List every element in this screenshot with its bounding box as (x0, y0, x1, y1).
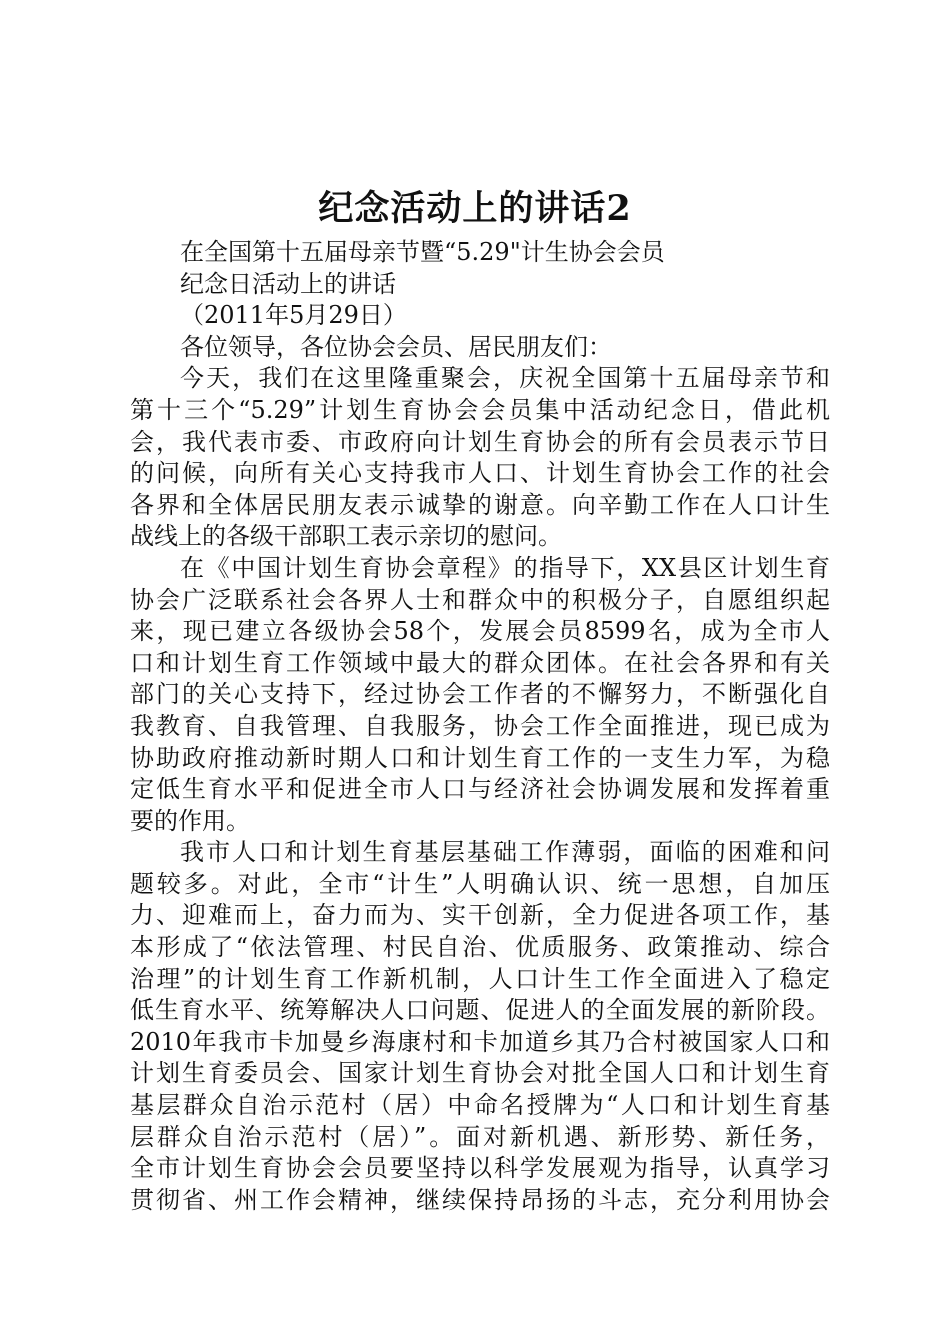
text-line: 本形成了“依法管理、村民自治、优质服务、政策推动、综合 (130, 933, 830, 962)
text-line: 协会广泛联系社会各界人士和群众中的积极分子，自愿组织起 (130, 585, 830, 614)
text-line: 会，我代表市委、市政府向计划生育协会的所有会员表示节日 (130, 427, 830, 456)
text-line: 层群众自治示范村（居）”。面对新机遇、新形势、新任务， (130, 1122, 830, 1151)
text-line: 纪念日活动上的讲话 (180, 269, 396, 298)
text-line: 全市计划生育协会会员要坚持以科学发展观为指导，认真学习 (130, 1154, 830, 1183)
text-line: 各位领导，各位协会会员、居民朋友们： (180, 332, 612, 361)
text-line: 我市人口和计划生育基层基础工作薄弱，面临的困难和问 (180, 838, 830, 867)
text-line: 治理”的计划生育工作新机制，人口计生工作全面进入了稳定 (130, 964, 830, 993)
text-line: 计划生育委员会、国家计划生育协会对批全国人口和计划生育 (130, 1059, 830, 1088)
text-line: 部门的关心支持下，经过协会工作者的不懈努力，不断强化自 (130, 680, 830, 709)
text-line: 今天，我们在这里隆重聚会，庆祝全国第十五届母亲节和 (180, 364, 830, 393)
text-line: 贯彻省、州工作会精神，继续保持昂扬的斗志，充分利用协会 (130, 1185, 830, 1214)
text-line: 力、迎难而上，奋力而为、实干创新，全力促进各项工作，基 (130, 901, 830, 930)
text-line: 协助政府推动新时期人口和计划生育工作的一支生力军，为稳 (130, 743, 830, 772)
text-line: 战线上的各级干部职工表示亲切的慰问。 (130, 522, 562, 551)
text-line: 要的作用。 (130, 806, 250, 835)
text-line: 我教育、自我管理、自我服务，协会工作全面推进，现已成为 (130, 711, 830, 740)
text-line: 定低生育水平和促进全市人口与经济社会协调发展和发挥着重 (130, 775, 830, 804)
text-line: 题较多。对此，全市“计生”人明确认识、统一思想，自加压 (130, 869, 830, 898)
text-line: 在全国第十五届母亲节暨“5.29"计生协会会员 (180, 238, 665, 266)
text-line: 的问候，向所有关心支持我市人口、计划生育协会工作的社会 (130, 459, 830, 488)
text-line: 第十三个“5.29”计划生育协会会员集中活动纪念日，借此机 (130, 395, 830, 424)
text-line: （2011年5月29日） (180, 301, 407, 330)
document-body (130, 237, 830, 1216)
text-line: 各界和全体居民朋友表示诚挚的谢意。向辛勤工作在人口计生 (130, 490, 830, 519)
text-line: 口和计划生育工作领域中最大的群众团体。在社会各界和有关 (130, 648, 830, 677)
text-line: 基层群众自治示范村（居）中命名授牌为“人口和计划生育基 (130, 1091, 830, 1120)
document-title: 纪念活动上的讲话2 (318, 188, 632, 229)
text-line: 2010年我市卡加曼乡海康村和卡加道乡其乃合村被国家人口和 (130, 1027, 830, 1056)
text-line: 在《中国计划生育协会章程》的指导下，XX县区计划生育 (180, 553, 830, 582)
text-line: 低生育水平、统筹解决人口问题、促进人的全面发展的新阶段。 (130, 996, 830, 1025)
text-line: 来，现已建立各级协会58个，发展会员8599名，成为全市人 (130, 617, 830, 646)
